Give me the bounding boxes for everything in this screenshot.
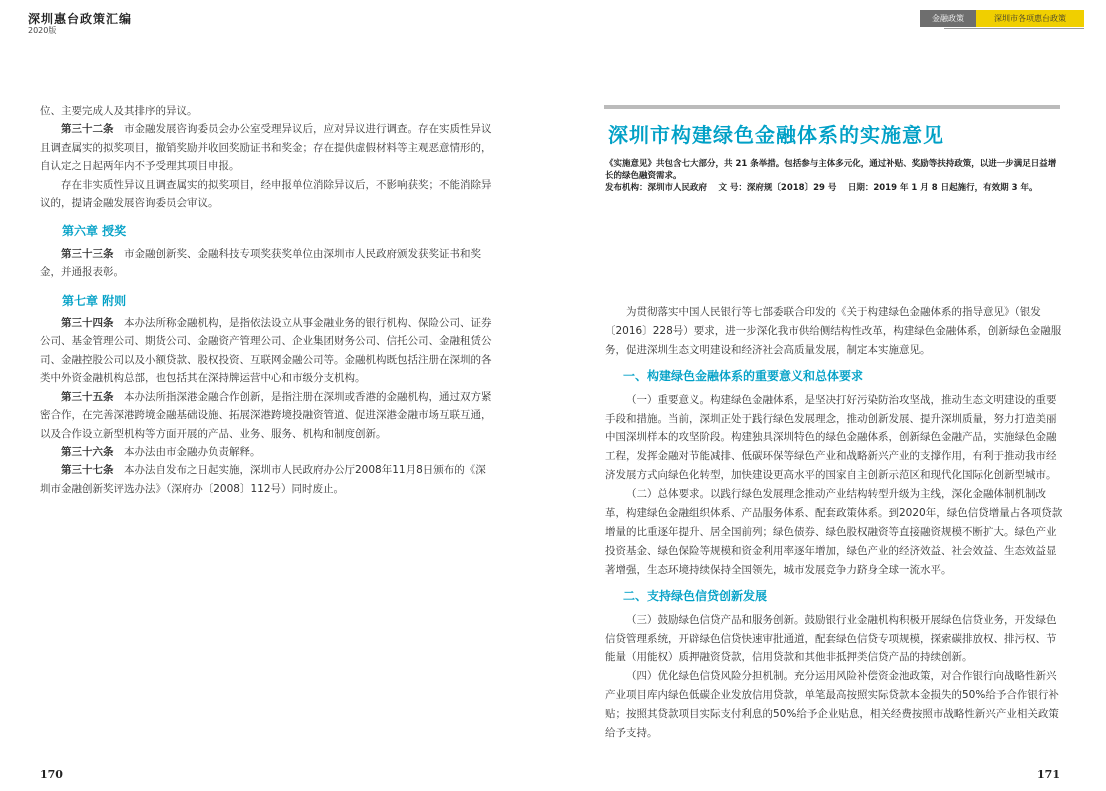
article-text: 本办法自发布之日起实施，深圳市人民政府办公厅2008年11月8日颁布的《深圳市金融创新奖评选办法》（深府办〔2008〕112号）同时废止。 [40, 464, 486, 495]
article-label: 第三十七条 [61, 464, 114, 477]
page-number-right: 171 [1037, 768, 1060, 781]
article-text: 本办法所指深港金融合作创新，是指注册在深圳或香港的金融机构，通过双方紧密合作，在完善深港跨境金融基础设施、拓展深港跨境投融资管道、促进深港金融市场互联互通，以及合作设立新型机构等方面开展的产品、业务、服务、机构和制度创新。 [40, 390, 492, 440]
section-1-heading: 一、构建绿色金融体系的重要意义和总体要求 [623, 368, 864, 383]
document-summary [605, 158, 1063, 194]
paragraph: （一）重要意义。构建绿色金融体系，是坚决打好污染防治攻坚战，推动生态文明建设的重要手段和措施。当前，深圳正处于践行绿色发展理念，推动创新发展、提升深圳质量，努力打造美丽中国深圳样本的攻坚阶段。构建独具深圳特色的绿色金融体系，创新绿色金融产品，实施绿色金融工程，发挥金融对节能减排、低碳环保等绿色产业和战略新兴产业的支撑作用，有利于推动我市经济发展方式向绿色化转型，加快建设更高水平的国家自主创新示范区和现代化国际化创新型城市。 [605, 393, 1057, 482]
book-title: 深圳惠台政策汇编 [28, 12, 133, 26]
summary-text: 《实施意见》共包含七大部分，共 21 条举措。包括参与主体多元化，通过补贴、奖励等扶持政策，以进一步满足日益增长的绿色融资需求。 [605, 159, 1057, 181]
paragraph: （三）鼓励绿色信贷产品和服务创新。鼓励银行业金融机构积极开展绿色信贷业务，开发绿色信贷管理系统，开辟绿色信贷快速审批通道，配套绿色信贷专项规模，探索碳排放权、排污权、节能量（用能权）质押融资贷款，信用贷款和其他非抵押类信贷产品的持续创新。 [605, 613, 1057, 664]
document-title: 深圳市构建绿色金融体系的实施意见 [608, 123, 944, 147]
article-text: 市金融创新奖、金融科技专项奖获奖单位由深圳市人民政府颁发获奖证书和奖金，并通报表彰。 [40, 247, 481, 279]
book-year: 2020版 [28, 26, 57, 35]
publication-meta: 发布机构：深圳市人民政府 文 号：深府规〔2018〕29 号 日期：2019 年 1 月 8 日起施行，有效期 3 年。 [605, 183, 1038, 193]
article-36 [40, 443, 495, 461]
article-37 [40, 461, 495, 498]
header-divider [944, 28, 1084, 29]
article-34 [40, 314, 495, 388]
tag-finance-policy: 金融政策 [920, 10, 976, 27]
left-page-body [40, 102, 495, 498]
preamble: 为贯彻落实中国人民银行等七部委联合印发的《关于构建绿色金融体系的指导意见》（银发〔2016〕228号）要求，进一步深化我市供给侧结构性改革，构建绿色金融体系，创新绿色金融服务，促进深圳生态文明建设和经济社会高质量发展，制定本实施意见。 [605, 306, 1062, 356]
section-2-heading: 二、支持绿色信贷创新发展 [623, 588, 768, 603]
article-label: 第三十二条 [61, 123, 114, 136]
article-label: 第三十六条 [61, 445, 114, 458]
article-label: 第三十三条 [61, 247, 114, 260]
title-top-bar [604, 105, 1060, 109]
chapter-7-heading: 第七章 附则 [62, 293, 127, 308]
chapter-6-heading: 第六章 授奖 [62, 224, 127, 239]
tag-city-policy: 深圳市各项惠台政策 [976, 10, 1084, 27]
paragraph: 位、主要完成人及其排序的异议。 [40, 105, 198, 117]
paragraph: （二）总体要求。以践行绿色发展理念推动产业结构转型升级为主线，深化金融体制机制改革，构建绿色金融组织体系、产品服务体系、配套政策体系。到2020年，绿色信贷增量占各项贷款增量的比重逐年提升、居全国前列；绿色债券、绿色股权融资等直接融资规模不断扩大。绿色产业投资基金、绿色保险等规模和资金利用率逐年增加，绿色产业的经济效益、社会效益、生态效益显著增强，生态环境持续保持全国领先，城市发展竞争力跻身全球一流水平。 [605, 488, 1063, 576]
page-number-left: 170 [40, 768, 63, 781]
article-text: 本办法所称金融机构，是指依法设立从事金融业务的银行机构、保险公司、证券公司、基金管理公司、期货公司、金融资产管理公司、企业集团财务公司、信托公司、金融租赁公司、金融控股公司以及小额贷款、股权投资、互联网金融公司等。金融机构既包括注册在深圳的各类中外资金融机构总部，也包括其在深持牌运营中心和市级分支机构。 [40, 317, 492, 385]
section-tags [920, 10, 1084, 27]
right-page-body [605, 303, 1063, 743]
article-32 [40, 120, 495, 175]
article-35 [40, 388, 495, 443]
article-33 [40, 245, 495, 282]
paragraph: （四）优化绿色信贷风险分担机制。充分运用风险补偿资金池政策，对合作银行向战略性新兴产业项目库内绿色低碳企业发放信用贷款，单笔最高按照实际贷款本金损失的50%给予合作银行补贴；按照其贷款项目实际支付利息的50%给予企业贴息，相关经费按照市战略性新兴产业相关政策给予支持。 [605, 670, 1059, 740]
article-label: 第三十四条 [61, 317, 114, 330]
article-text: 本办法由市金融办负责解释。 [124, 445, 261, 458]
article-label: 第三十五条 [61, 390, 114, 403]
paragraph: 存在非实质性异议且调查属实的拟奖项目，经申报单位消除异议后，不影响获奖；不能消除异议的，提请金融发展咨询委员会审议。 [40, 178, 492, 210]
article-text: 市金融发展咨询委员会办公室受理异议后，应对异议进行调查。存在实质性异议且调查属实的拟奖项目，撤销奖励并收回奖励证书和奖金；存在提供虚假材料等主观恶意情形的，自认定之日起两年内不予受理其项目申报。 [40, 123, 492, 173]
